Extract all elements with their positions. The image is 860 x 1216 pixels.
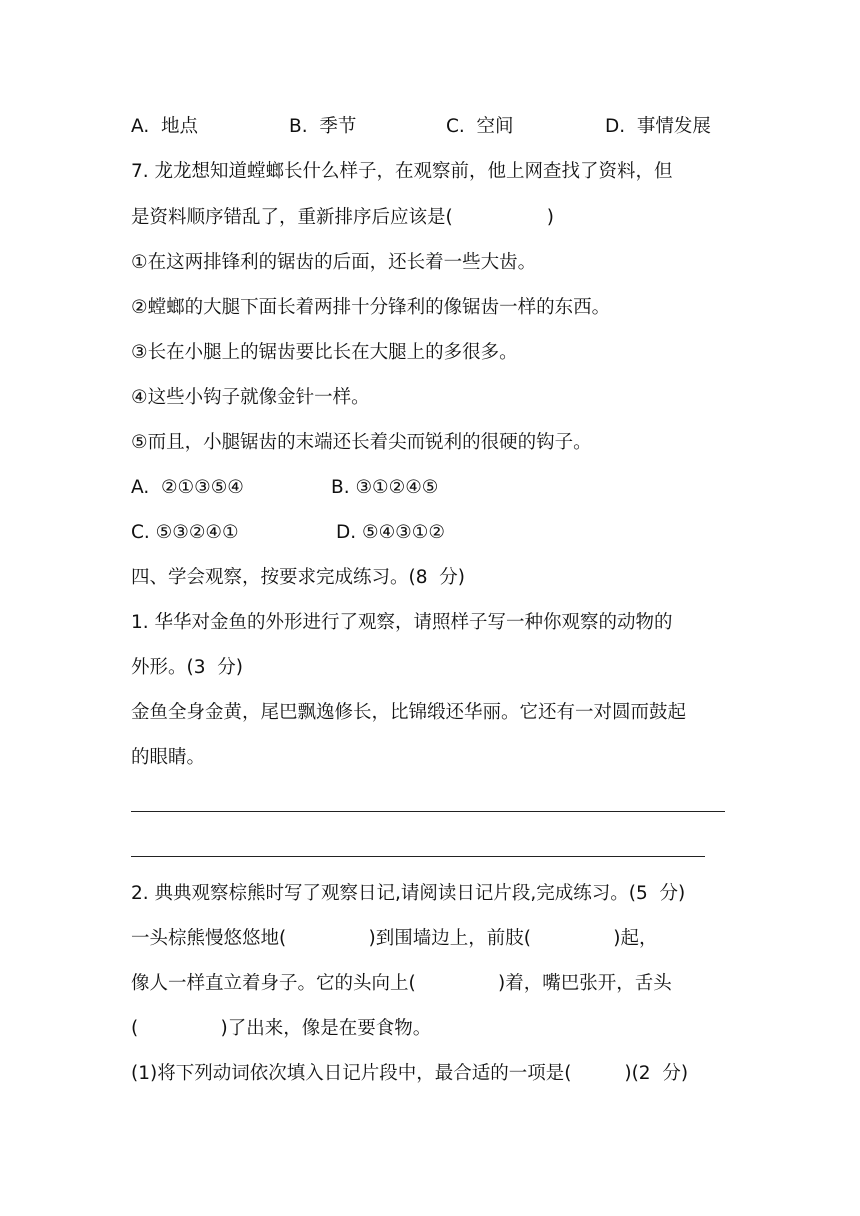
example-line2: 的眼睛。 bbox=[131, 747, 206, 768]
q6-option-c: C. 空间 bbox=[446, 116, 514, 137]
q7-option-a: A. ②①③⑤④ bbox=[131, 477, 244, 498]
q7-option-d: D. ⑤④③①② bbox=[336, 522, 445, 543]
q7-item-1: ①在这两排锋利的锯齿的后面，还长着一些大齿。 bbox=[131, 252, 537, 273]
q7-item-5: ⑤而且，小腿锯齿的末端还长着尖而锐利的很硬的钩子。 bbox=[131, 432, 592, 453]
q6-option-b: B. 季节 bbox=[289, 116, 357, 137]
s4-q1-line2: 外形。(3 分) bbox=[131, 657, 243, 678]
q7-stem-line1: 7. 龙龙想知道螳螂长什么样子，在观察前，他上网查找了资料，但 bbox=[131, 161, 673, 182]
diary-line1: 一头棕熊慢悠悠地( )到围墙边上，前肢( )起， bbox=[131, 928, 658, 949]
q6-option-a: A. 地点 bbox=[131, 116, 198, 137]
diary-line2: 像人一样直立着身子。它的头向上( )着，嘴巴张开，舌头 bbox=[131, 973, 672, 994]
q7-item-4: ④这些小钩子就像金针一样。 bbox=[131, 387, 370, 408]
s4-q1-line1: 1. 华华对金鱼的外形进行了观察，请照样子写一种你观察的动物的 bbox=[131, 612, 673, 633]
answer-line-2[interactable] bbox=[131, 856, 705, 857]
example-line1: 金鱼全身金黄，尾巴飘逸修长，比锦缎还华丽。它还有一对圆而鼓起 bbox=[131, 702, 687, 723]
q7-item-3: ③长在小腿上的锯齿要比长在大腿上的多很多。 bbox=[131, 342, 518, 363]
answer-line-1[interactable] bbox=[131, 811, 725, 812]
s4-q2-title: 2. 典典观察棕熊时写了观察日记,请阅读日记片段,完成练习。(5 分) bbox=[131, 883, 686, 904]
q7-stem-line2: 是资料顺序错乱了，重新排序后应该是( ) bbox=[131, 207, 555, 228]
section4-title: 四、学会观察，按要求完成练习。(8 分) bbox=[131, 567, 465, 588]
q7-option-b: B. ③①②④⑤ bbox=[331, 477, 439, 498]
diary-line3: ( )了出来，像是在要食物。 bbox=[131, 1018, 432, 1039]
q7-item-2: ②螳螂的大腿下面长着两排十分锋利的像锯齿一样的东西。 bbox=[131, 297, 611, 318]
s4-q2-sub1: (1)将下列动词依次填入日记片段中，最合适的一项是( )(2 分) bbox=[131, 1063, 689, 1084]
q6-option-d: D. 事情发展 bbox=[605, 116, 711, 137]
q7-option-c: C. ⑤③②④① bbox=[131, 522, 239, 543]
